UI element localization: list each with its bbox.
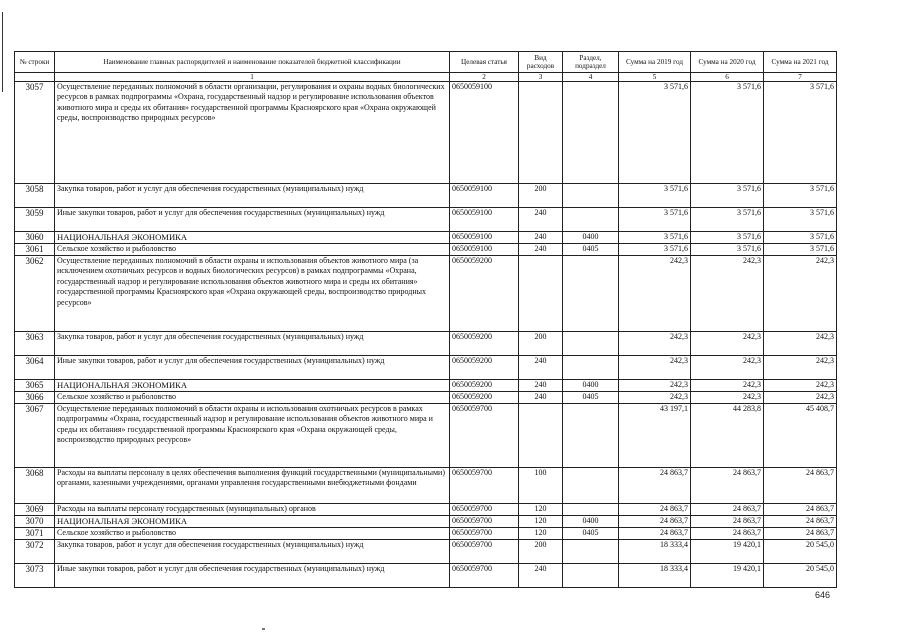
expense-type: 100 <box>519 468 563 504</box>
expense-type: 200 <box>519 184 563 208</box>
target-article: 0650059700 <box>450 516 519 528</box>
sum-2021: 24 863,7 <box>764 528 837 540</box>
sum-2019: 24 863,7 <box>619 516 691 528</box>
sum-2019: 242,3 <box>619 392 691 404</box>
target-article: 0650059200 <box>450 392 519 404</box>
expense-type: 240 <box>519 244 563 256</box>
column-number <box>15 73 55 82</box>
sum-2021: 20 545,0 <box>764 564 837 588</box>
sum-2020: 24 863,7 <box>691 528 764 540</box>
target-article: 0650059700 <box>450 540 519 564</box>
table-row <box>15 564 837 588</box>
header-name: Наименование главных распорядителей и наименование показателей бюджетной классификации <box>55 52 450 73</box>
sum-2019: 242,3 <box>619 256 691 332</box>
target-article: 0650059200 <box>450 256 519 332</box>
sum-2020: 242,3 <box>691 380 764 392</box>
header-sum-2021: Сумма на 2021 год <box>764 52 837 73</box>
target-article: 0650059100 <box>450 82 519 184</box>
column-number: 2 <box>450 73 519 82</box>
section-subsection <box>563 404 619 468</box>
sum-2020: 242,3 <box>691 356 764 380</box>
row-number: 3061 <box>15 244 55 256</box>
target-article: 0650059700 <box>450 404 519 468</box>
sum-2021: 242,3 <box>764 380 837 392</box>
indicator-name: Закупка товаров, работ и услуг для обеспечения государственных (муниципальных) нужд <box>55 540 450 564</box>
sum-2020: 19 420,1 <box>691 540 764 564</box>
sum-2021: 24 863,7 <box>764 516 837 528</box>
sum-2020: 24 863,7 <box>691 504 764 516</box>
target-article: 0650059100 <box>450 208 519 232</box>
sum-2021: 3 571,6 <box>764 184 837 208</box>
section-subsection: 0400 <box>563 380 619 392</box>
sum-2021: 242,3 <box>764 392 837 404</box>
section-subsection <box>563 82 619 184</box>
indicator-name: Сельское хозяйство и рыболовство <box>55 528 450 540</box>
sum-2019: 18 333,4 <box>619 564 691 588</box>
sum-2021: 45 408,7 <box>764 404 837 468</box>
indicator-name: Иные закупки товаров, работ и услуг для обеспечения государственных (муниципальных) нужд <box>55 564 450 588</box>
indicator-name: Осуществление переданных полномочий в области охраны и использования охотничьих ресурсов в рамках подпрограммы «Охрана, государственный надзор и регулирование использования объектов животного мира и среды их обитания» государственной программы Красноярского края «Охрана окружающей среды, воспроизводство природных ресурсов» <box>55 404 450 468</box>
indicator-name: Расходы на выплаты персоналу в целях обеспечения выполнения функций государственными (муниципальными) органами, казенными учреждениями, органами управления государственными внебюджетными фондами <box>55 468 450 504</box>
budget-table <box>14 51 837 588</box>
section-subsection <box>563 540 619 564</box>
column-number: 1 <box>55 73 450 82</box>
section-subsection <box>563 504 619 516</box>
expense-type: 240 <box>519 232 563 244</box>
row-number: 3063 <box>15 332 55 356</box>
row-number: 3069 <box>15 504 55 516</box>
row-number: 3059 <box>15 208 55 232</box>
section-subsection: 0400 <box>563 516 619 528</box>
indicator-name: Иные закупки товаров, работ и услуг для обеспечения государственных (муниципальных) нужд <box>55 356 450 380</box>
sum-2019: 3 571,6 <box>619 184 691 208</box>
column-number: 5 <box>619 73 691 82</box>
header-sum-2020: Сумма на 2020 год <box>691 52 764 73</box>
indicator-name: Закупка товаров, работ и услуг для обеспечения государственных (муниципальных) нужд <box>55 184 450 208</box>
expense-type: 200 <box>519 332 563 356</box>
sum-2021: 242,3 <box>764 256 837 332</box>
row-number: 3068 <box>15 468 55 504</box>
row-number: 3067 <box>15 404 55 468</box>
table-row <box>15 208 837 232</box>
table-body <box>15 82 837 588</box>
indicator-name: Осуществление переданных полномочий в области организации, регулирования и охраны водных биологических ресурсов в рамках подпрограммы «Охрана, государственный надзор и регулирование использования объектов животного мира и среды их обитания» государственной программы Красноярского края «Охрана окружающей среды, воспроизводство природных ресурсов» <box>55 82 450 184</box>
expense-type <box>519 82 563 184</box>
section-subsection <box>563 332 619 356</box>
indicator-name: НАЦИОНАЛЬНАЯ ЭКОНОМИКА <box>55 516 450 528</box>
table-row <box>15 528 837 540</box>
table-row <box>15 468 837 504</box>
target-article: 0650059700 <box>450 528 519 540</box>
sum-2021: 3 571,6 <box>764 244 837 256</box>
column-number: 3 <box>519 73 563 82</box>
sum-2019: 24 863,7 <box>619 468 691 504</box>
indicator-name: НАЦИОНАЛЬНАЯ ЭКОНОМИКА <box>55 232 450 244</box>
section-subsection: 0405 <box>563 392 619 404</box>
expense-type: 120 <box>519 504 563 516</box>
sum-2020: 3 571,6 <box>691 184 764 208</box>
sum-2019: 3 571,6 <box>619 208 691 232</box>
sum-2021: 242,3 <box>764 332 837 356</box>
indicator-name: Осуществление переданных полномочий в области охраны и использования объектов животного мира (за исключением охотничьих ресурсов и водных биологических ресурсов) в рамках подпрограммы «Охрана, государственный надзор и регулирование использования объектов животного мира и среды их обитания» государственной программы Красноярского края «Охрана окружающей среды, воспроизводство природных ресурсов» <box>55 256 450 332</box>
sum-2019: 24 863,7 <box>619 504 691 516</box>
sum-2020: 3 571,6 <box>691 232 764 244</box>
row-number: 3064 <box>15 356 55 380</box>
sum-2020: 44 283,8 <box>691 404 764 468</box>
table-row <box>15 540 837 564</box>
header-section: Раздел, подраздел <box>563 52 619 73</box>
header-expense-type: Вид расходов <box>519 52 563 73</box>
target-article: 0650059200 <box>450 332 519 356</box>
sum-2021: 24 863,7 <box>764 504 837 516</box>
scan-edge-line <box>2 12 3 92</box>
target-article: 0650059200 <box>450 380 519 392</box>
table-row <box>15 184 837 208</box>
target-article: 0650059100 <box>450 184 519 208</box>
expense-type: 240 <box>519 392 563 404</box>
table-row <box>15 516 837 528</box>
target-article: 0650059700 <box>450 564 519 588</box>
target-article: 0650059700 <box>450 468 519 504</box>
target-article: 0650059100 <box>450 232 519 244</box>
expense-type: 200 <box>519 540 563 564</box>
sum-2021: 20 545,0 <box>764 540 837 564</box>
table-row <box>15 404 837 468</box>
sum-2020: 3 571,6 <box>691 208 764 232</box>
page-number: 646 <box>815 590 831 600</box>
sum-2020: 3 571,6 <box>691 244 764 256</box>
expense-type: 240 <box>519 380 563 392</box>
table-row <box>15 332 837 356</box>
row-number: 3058 <box>15 184 55 208</box>
sum-2021: 3 571,6 <box>764 82 837 184</box>
section-subsection <box>563 468 619 504</box>
header-target: Целевая статья <box>450 52 519 73</box>
sum-2019: 43 197,1 <box>619 404 691 468</box>
row-number: 3065 <box>15 380 55 392</box>
row-number: 3070 <box>15 516 55 528</box>
sum-2020: 19 420,1 <box>691 564 764 588</box>
table-row <box>15 82 837 184</box>
indicator-name: Сельское хозяйство и рыболовство <box>55 244 450 256</box>
scan-dot <box>262 628 265 630</box>
indicator-name: Закупка товаров, работ и услуг для обеспечения государственных (муниципальных) нужд <box>55 332 450 356</box>
sum-2019: 18 333,4 <box>619 540 691 564</box>
section-subsection <box>563 564 619 588</box>
sum-2020: 242,3 <box>691 256 764 332</box>
row-number: 3073 <box>15 564 55 588</box>
sum-2021: 3 571,6 <box>764 208 837 232</box>
row-number: 3060 <box>15 232 55 244</box>
expense-type: 240 <box>519 208 563 232</box>
sum-2021: 24 863,7 <box>764 468 837 504</box>
table-row <box>15 504 837 516</box>
section-subsection <box>563 256 619 332</box>
sum-2020: 24 863,7 <box>691 516 764 528</box>
row-number: 3071 <box>15 528 55 540</box>
expense-type: 240 <box>519 356 563 380</box>
table-row <box>15 256 837 332</box>
table-row <box>15 380 837 392</box>
section-subsection <box>563 184 619 208</box>
section-subsection <box>563 208 619 232</box>
table-row <box>15 392 837 404</box>
column-number-row <box>15 73 837 82</box>
target-article: 0650059200 <box>450 356 519 380</box>
sum-2019: 3 571,6 <box>619 82 691 184</box>
expense-type <box>519 256 563 332</box>
sum-2020: 24 863,7 <box>691 468 764 504</box>
column-number: 4 <box>563 73 619 82</box>
column-number: 6 <box>691 73 764 82</box>
sum-2019: 242,3 <box>619 356 691 380</box>
section-subsection: 0400 <box>563 232 619 244</box>
header-sum-2019: Сумма на 2019 год <box>619 52 691 73</box>
row-number: 3066 <box>15 392 55 404</box>
sum-2019: 3 571,6 <box>619 244 691 256</box>
row-number: 3072 <box>15 540 55 564</box>
sum-2019: 242,3 <box>619 380 691 392</box>
expense-type: 120 <box>519 528 563 540</box>
sum-2019: 24 863,7 <box>619 528 691 540</box>
indicator-name: Иные закупки товаров, работ и услуг для обеспечения государственных (муниципальных) нужд <box>55 208 450 232</box>
expense-type <box>519 404 563 468</box>
table-row <box>15 244 837 256</box>
expense-type: 240 <box>519 564 563 588</box>
table-row <box>15 232 837 244</box>
target-article: 0650059100 <box>450 244 519 256</box>
target-article: 0650059700 <box>450 504 519 516</box>
expense-type: 120 <box>519 516 563 528</box>
header-row-no: № строки <box>15 52 55 73</box>
sum-2019: 3 571,6 <box>619 232 691 244</box>
indicator-name: Расходы на выплаты персоналу государственных (муниципальных) органов <box>55 504 450 516</box>
sum-2021: 3 571,6 <box>764 232 837 244</box>
sum-2020: 242,3 <box>691 392 764 404</box>
sum-2020: 242,3 <box>691 332 764 356</box>
table-row <box>15 356 837 380</box>
sum-2021: 242,3 <box>764 356 837 380</box>
indicator-name: Сельское хозяйство и рыболовство <box>55 392 450 404</box>
sum-2020: 3 571,6 <box>691 82 764 184</box>
row-number: 3057 <box>15 82 55 184</box>
section-subsection: 0405 <box>563 528 619 540</box>
section-subsection: 0405 <box>563 244 619 256</box>
header-row <box>15 52 837 73</box>
sum-2019: 242,3 <box>619 332 691 356</box>
indicator-name: НАЦИОНАЛЬНАЯ ЭКОНОМИКА <box>55 380 450 392</box>
section-subsection <box>563 356 619 380</box>
column-number: 7 <box>764 73 837 82</box>
row-number: 3062 <box>15 256 55 332</box>
